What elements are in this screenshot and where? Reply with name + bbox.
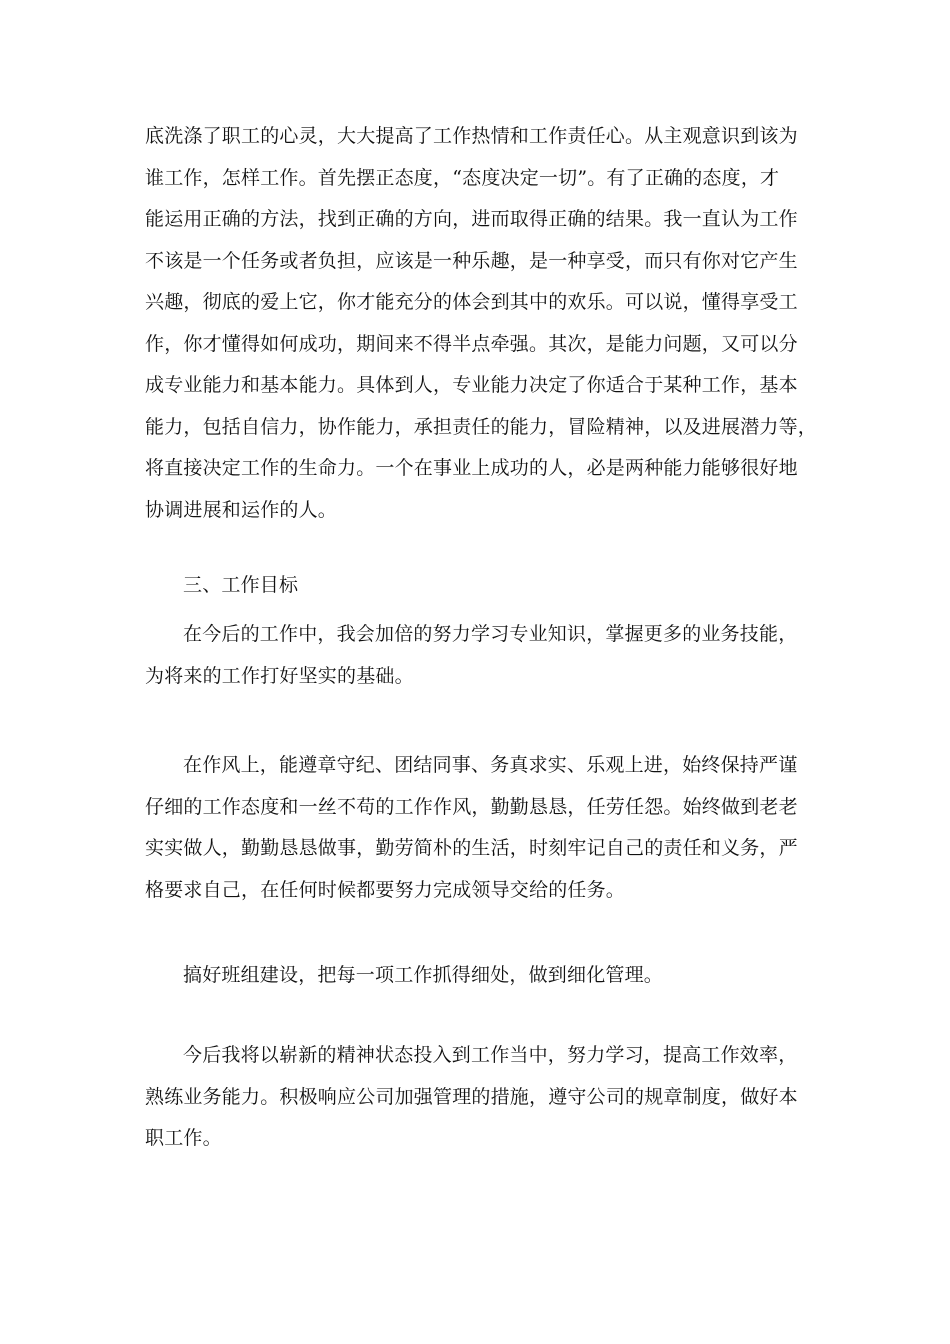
text-line: 能力，包括自信力，协作能力，承担责任的能力，冒险精神，以及进展潜力等，	[145, 415, 818, 438]
text-line: 兴趣，彻底的爱上它，你才能充分的体会到其中的欢乐。可以说，懂得享受工	[145, 291, 798, 313]
text-line: 在作风上，能遵章守纪、团结同事、务真求实、乐观上进，始终保持严谨	[183, 754, 798, 776]
text-line: 在今后的工作中，我会加倍的努力学习专业知识，掌握更多的业务技能，	[183, 623, 798, 645]
text-line: 谁工作，怎样工作。首先摆正态度，“态度决定一切”。有了正确的态度，才	[145, 166, 780, 189]
text-line: 实实做人，勤勤恳恳做事，勤劳简朴的生活，时刻牢记自己的责任和义务，严	[145, 837, 798, 859]
paragraph-attitude-and-ability	[145, 116, 818, 531]
text-line: 仔细的工作态度和一丝不苟的工作作风，勤勤恳恳，任劳任怨。始终做到老老	[145, 795, 798, 818]
text-line: 将直接决定工作的生命力。一个在事业上成功的人，必是两种能力能够很好地	[145, 457, 798, 479]
text-line: 为将来的工作打好坚实的基础。	[145, 664, 414, 687]
text-line: 熟练业务能力。积极响应公司加强管理的措施，遵守公司的规章制度，做好本	[145, 1085, 798, 1108]
paragraph-future-plan	[145, 1035, 810, 1160]
paragraph-team-building	[145, 955, 810, 997]
text-line: 搞好班组建设，把每一项工作抓得细处，做到细化管理。	[183, 964, 664, 986]
text-line: 格要求自己，在任何时候都要努力完成领导交给的任务。	[145, 878, 626, 901]
text-line: 职工作。	[145, 1127, 222, 1149]
section-heading	[145, 565, 848, 607]
text-line: 今后我将以崭新的精神状态投入到工作当中，努力学习，提高工作效率，	[183, 1044, 798, 1066]
text-line: 成专业能力和基本能力。具体到人，专业能力决定了你适合于某种工作，基本	[145, 374, 798, 396]
text-line: 作，你才懂得如何成功，期间来不得半点牵强。其次，是能力问题，又可以分	[145, 332, 798, 355]
text-line: 底洗涤了职工的心灵，大大提高了工作热情和工作责任心。从主观意识到该为	[145, 125, 798, 147]
section-heading-text: 三、工作目标	[183, 574, 299, 596]
paragraph-work-style	[145, 745, 810, 911]
text-line: 不该是一个任务或者负担，应该是一种乐趣，是一种享受，而只有你对它产生	[145, 249, 798, 272]
text-line: 能运用正确的方法，找到正确的方向，进而取得正确的结果。我一直认为工作	[145, 208, 798, 230]
paragraph-study-goal	[145, 614, 810, 697]
text-line: 协调进展和运作的人。	[145, 498, 338, 521]
